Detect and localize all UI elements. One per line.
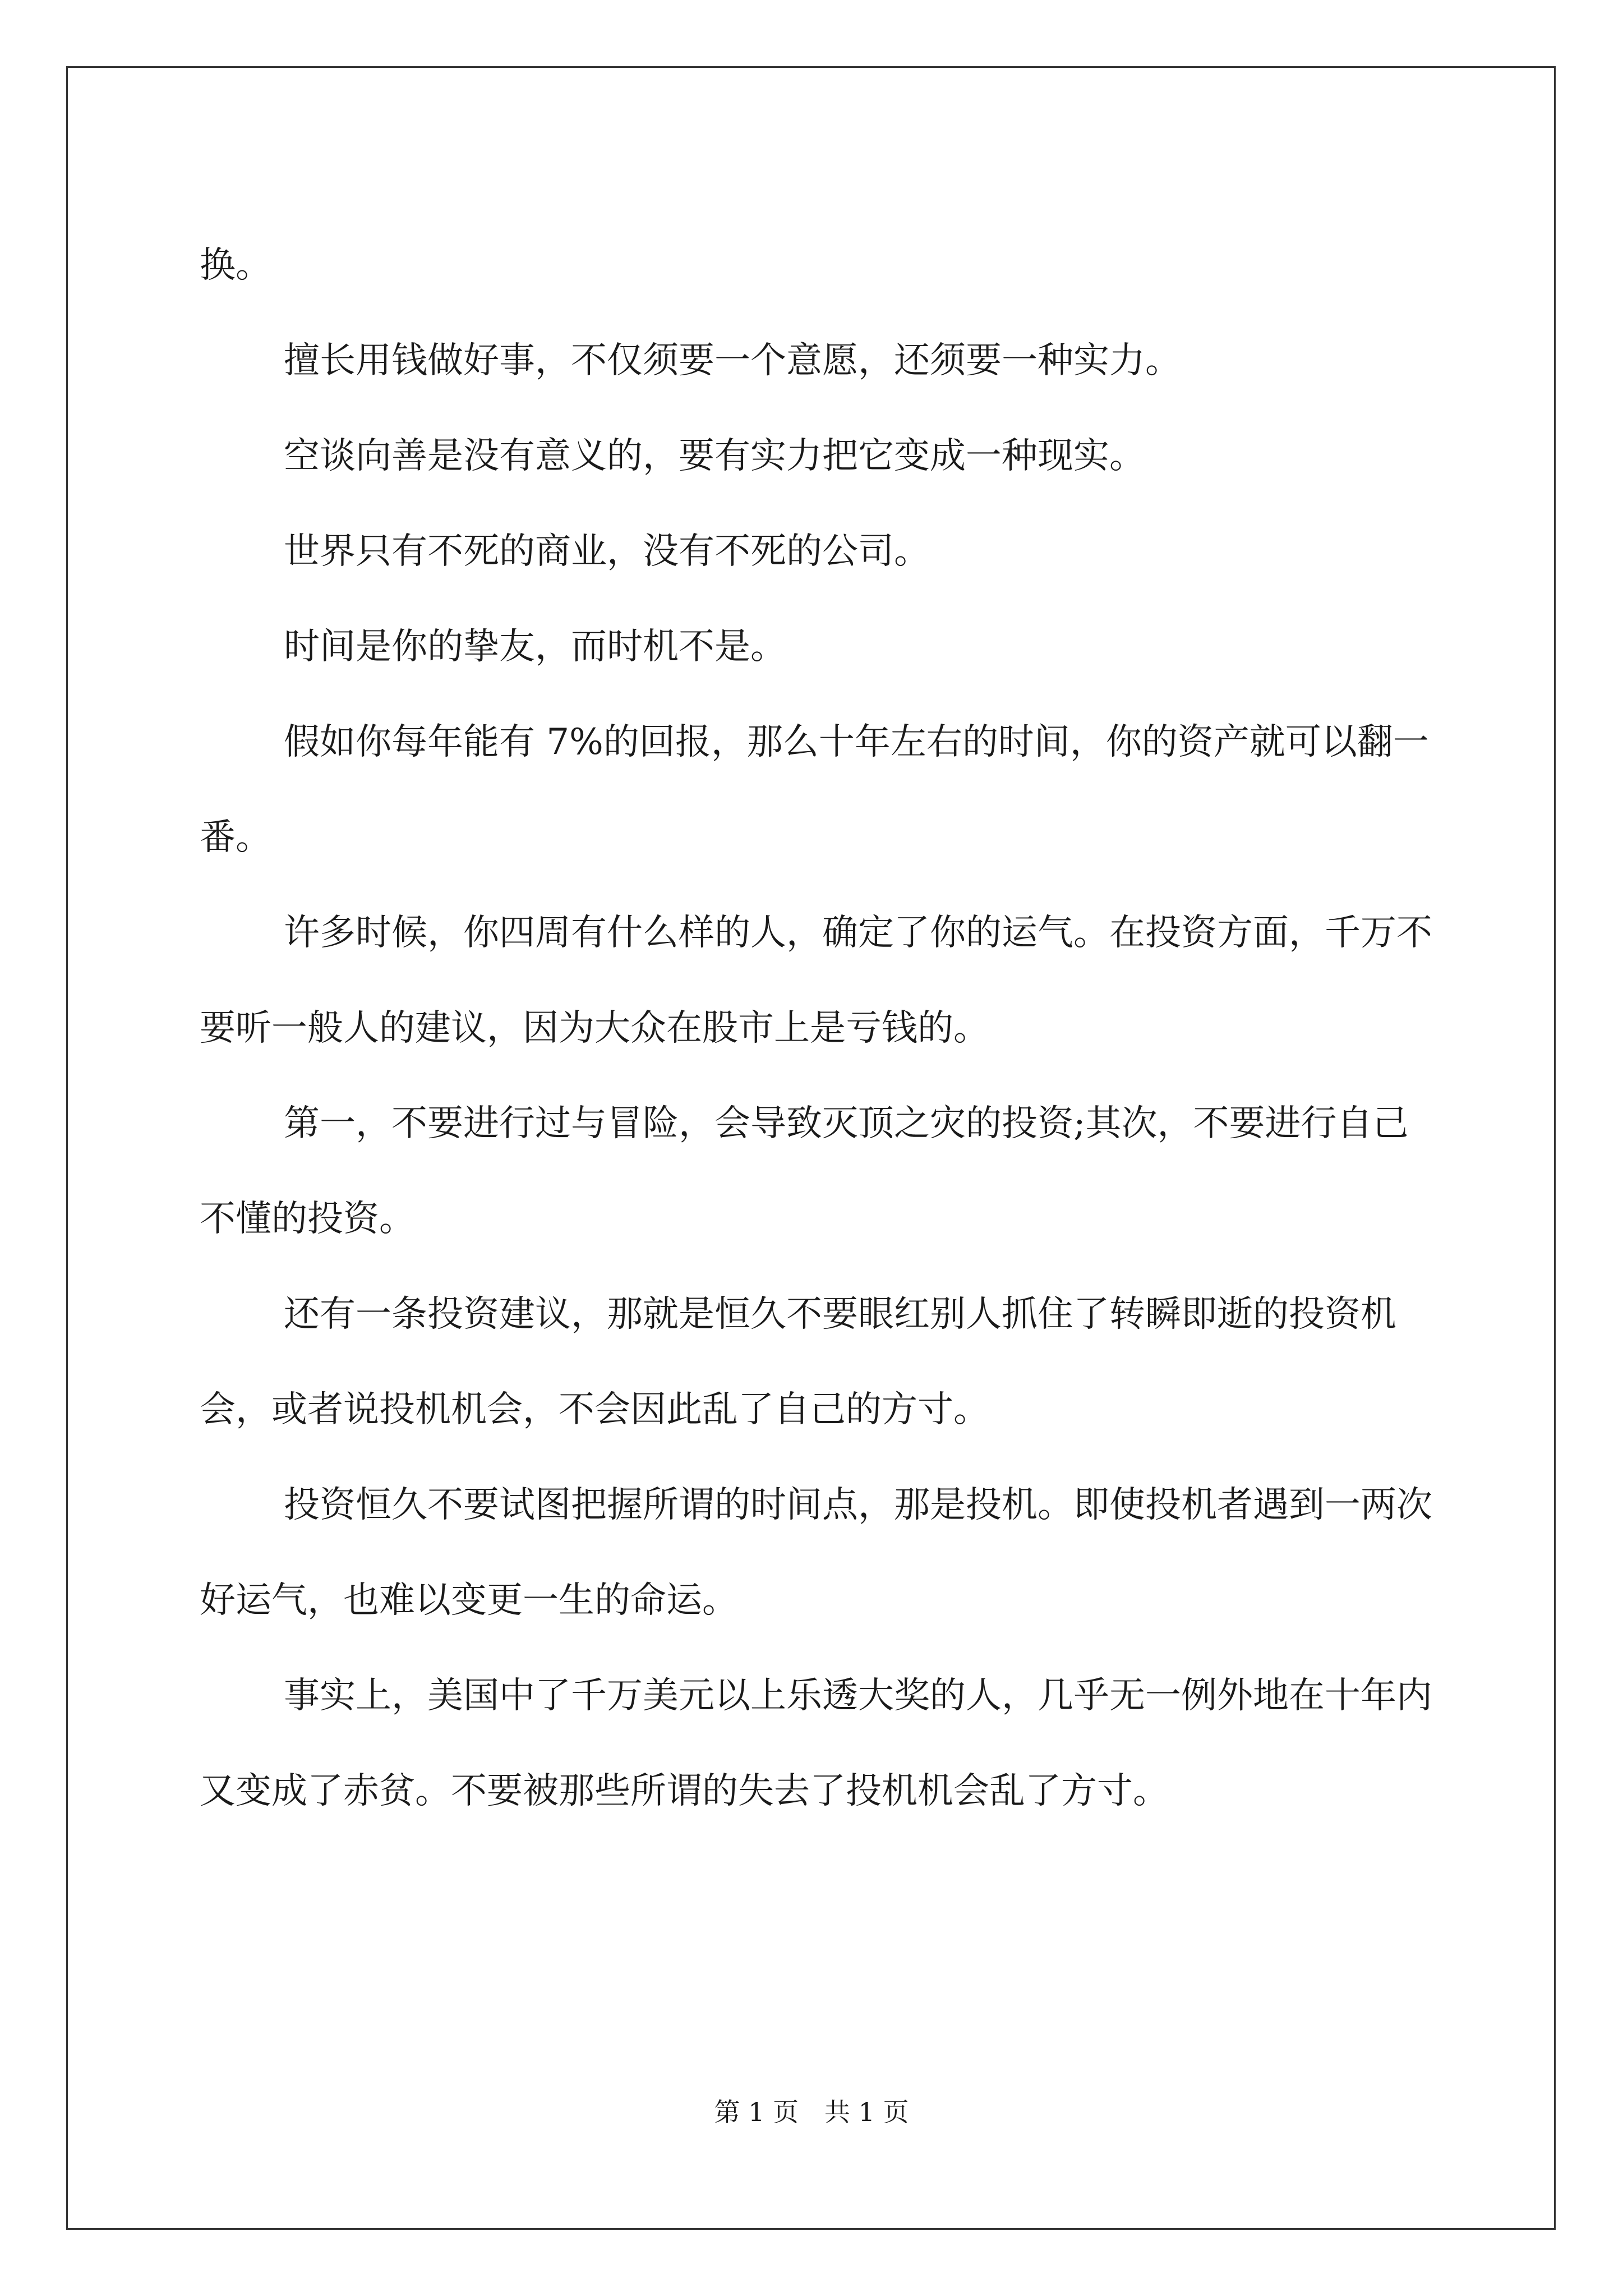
paragraph: 世界只有不死的商业，没有不死的公司。 (284, 531, 930, 572)
paragraph: 许多时候，你四周有什么样的人，确定了你的运气。在投资方面，千万不要听一般人的建议，因为大众在股市上是亏钱的。 (200, 912, 1432, 1049)
paragraph: 空谈向善是没有意义的，要有实力把它变成一种现实。 (284, 435, 1145, 477)
paragraph: 假如你每年能有 7%的回报，那么十年左右的时间，你的资产就可以翻一番。 (200, 721, 1429, 858)
page-footer: 第 1 页 共 1 页 (714, 2097, 909, 2127)
document-body (200, 218, 1433, 1839)
paragraph: 事实上，美国中了千万美元以上乐透大奖的人，几乎无一例外地在十年内又变成了赤贫。不要被那些所谓的失去了投机机会乱了方寸。 (200, 1675, 1432, 1812)
paragraph: 擅长用钱做好事，不仅须要一个意愿，还须要一种实力。 (284, 340, 1181, 381)
paragraph: 还有一条投资建议，那就是恒久不要眼红别人抓住了转瞬即逝的投资机会，或者说投机机会，不会因此乱了自己的方寸。 (200, 1294, 1396, 1430)
paragraph: 换。 (200, 245, 271, 286)
paragraph: 第一，不要进行过与冒险，会导致灭顶之灾的投资;其次，不要进行自己不懂的投资。 (200, 1103, 1409, 1240)
paragraph: 投资恒久不要试图把握所谓的时间点，那是投机。即使投机者遇到一两次好运气，也难以变更一生的命运。 (200, 1484, 1432, 1621)
paragraph: 时间是你的挚友，而时机不是。 (284, 626, 786, 668)
